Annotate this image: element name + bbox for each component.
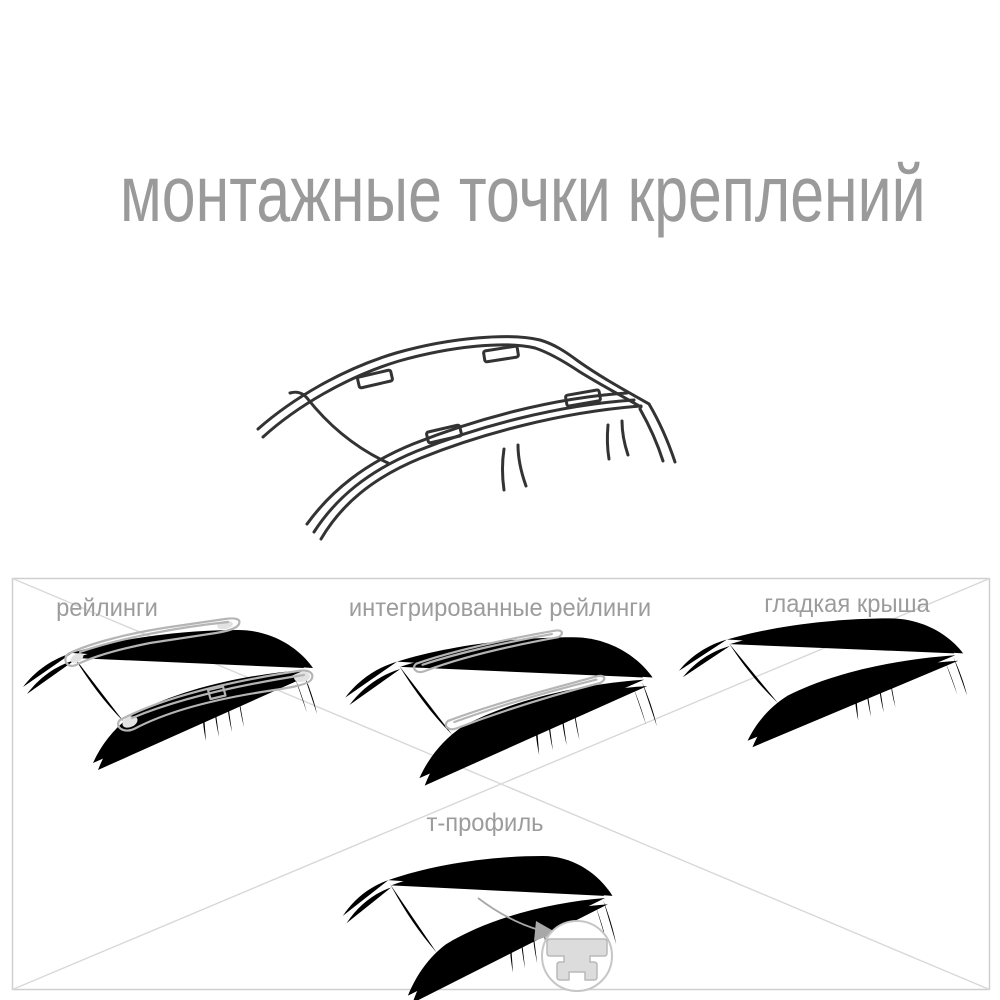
main-roof-illustration bbox=[258, 337, 675, 539]
near-roof-rail bbox=[321, 406, 641, 539]
sketch-roof-rails bbox=[23, 618, 317, 770]
option-label-integrated-railings: интегрированные рейлинги bbox=[348, 594, 652, 622]
c-pillar bbox=[607, 425, 609, 459]
b-pillar bbox=[503, 449, 505, 490]
sketch-smooth-roof bbox=[679, 618, 967, 747]
option-label-railings: рейлинги bbox=[56, 594, 158, 622]
option-label-t-profile: т-профиль bbox=[426, 809, 544, 837]
mounting-point-marker bbox=[483, 346, 518, 362]
rear-roof-edge bbox=[540, 340, 649, 404]
sketch-integrated-rails bbox=[345, 630, 657, 785]
option-label-smooth-roof: гладкая крыша bbox=[764, 590, 930, 618]
page-title: монтажные точки креплений bbox=[120, 149, 926, 238]
mounting-point-marker bbox=[357, 370, 393, 388]
windshield-edge bbox=[307, 398, 388, 463]
